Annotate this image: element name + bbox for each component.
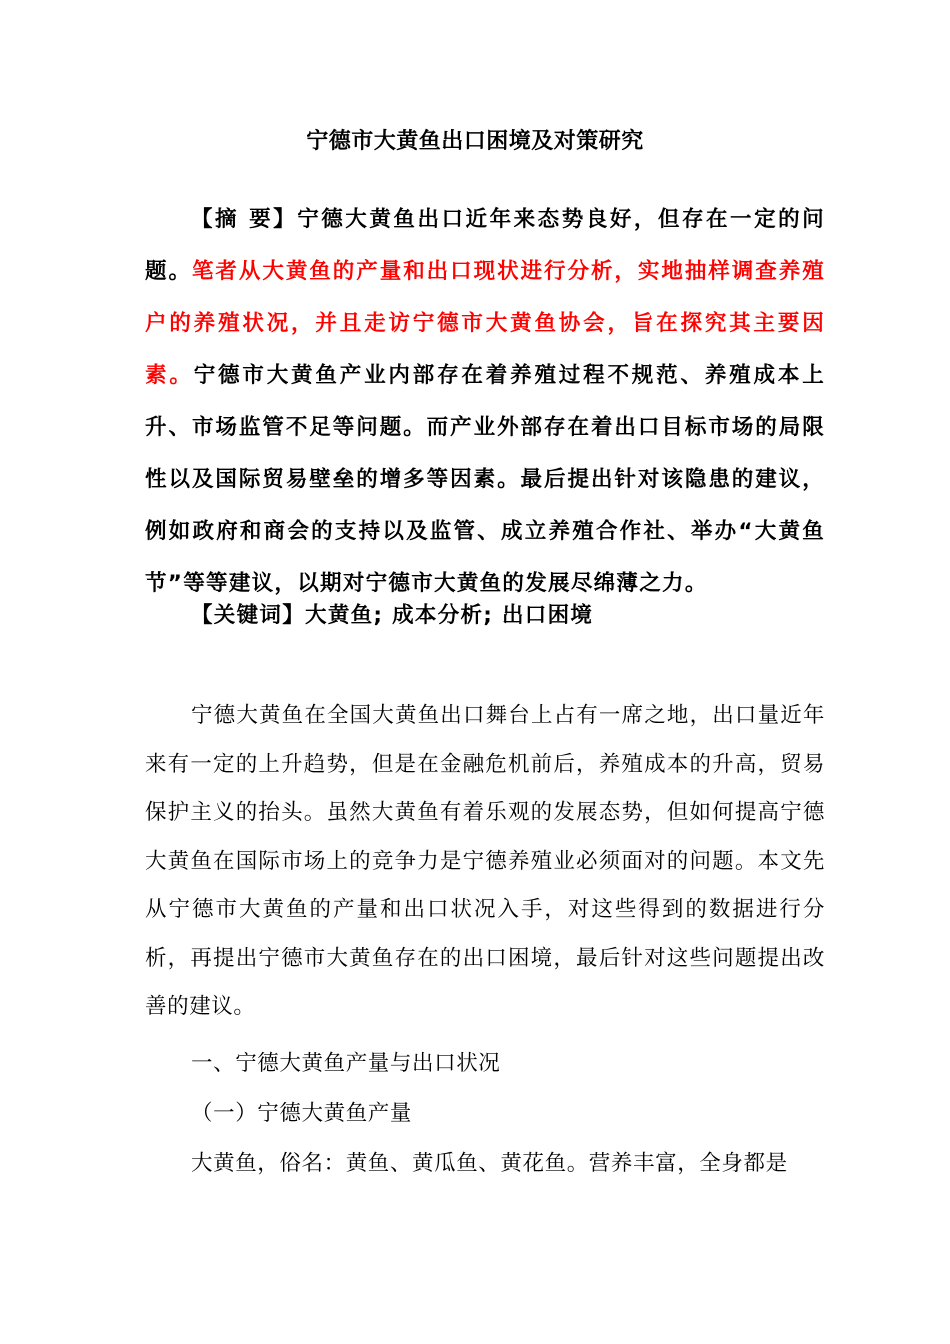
intro-paragraph: 宁德大黄鱼在全国大黄鱼出口舞台上占有一席之地，出口量近年来有一定的上升趋势，但是在金融危机前后，养殖成本的升高，贸易保护主义的抬头。虽然大黄鱼有着乐观的发展态势，但如何提高宁德大黄鱼在国际市场上的竞争力是宁德养殖业必须面对的问题。本文先从宁德市大黄鱼的产量和出口状况入手，对这些得到的数据进行分析，再提出宁德市大黄鱼存在的出口困境，最后针对这些问题提出改善的建议。 xyxy=(145,703,825,1019)
subsection-heading: （一）宁德大黄鱼产量 xyxy=(191,1101,413,1126)
document-title: 宁德市大黄鱼出口困境及对策研究 xyxy=(306,129,644,154)
keywords-text: 大黄鱼; 成本分析; 出口困境 xyxy=(305,603,594,628)
subsection-paragraph: 大黄鱼，俗名：黄鱼、黄瓜鱼、黄花鱼。营养丰富，全身都是 xyxy=(191,1151,788,1176)
abstract-label: 【摘 要】 xyxy=(191,207,298,232)
keywords-label: 【关键词】 xyxy=(191,603,306,628)
abstract-text-highlighted: 笔者从大黄鱼的产量和出口现状进行分析，实地抽样调查养殖户的养殖状况，并且走访宁德市大黄鱼协会，旨在探究其主要因素。 xyxy=(145,259,825,388)
abstract-text-part1: 宁德大黄鱼出口近年来态势良好，但存在一定的问题。 xyxy=(145,207,825,284)
keywords-line xyxy=(191,590,593,642)
abstract-paragraph xyxy=(145,194,825,610)
section-heading: 一、宁德大黄鱼产量与出口状况 xyxy=(191,1051,501,1076)
abstract-text-part2: 宁德市大黄鱼产业内部存在着养殖过程不规范、养殖成本上升、市场监管不足等问题。而产业外部存在着出口目标市场的局限性以及国际贸易壁垒的增多等因素。最后提出针对该隐患的建议，例如政府和商会的支持以及监管、成立养殖合作社、举办“大黄鱼节”等等建议，以期对宁德市大黄鱼的发展尽绵薄之力。 xyxy=(145,363,825,596)
